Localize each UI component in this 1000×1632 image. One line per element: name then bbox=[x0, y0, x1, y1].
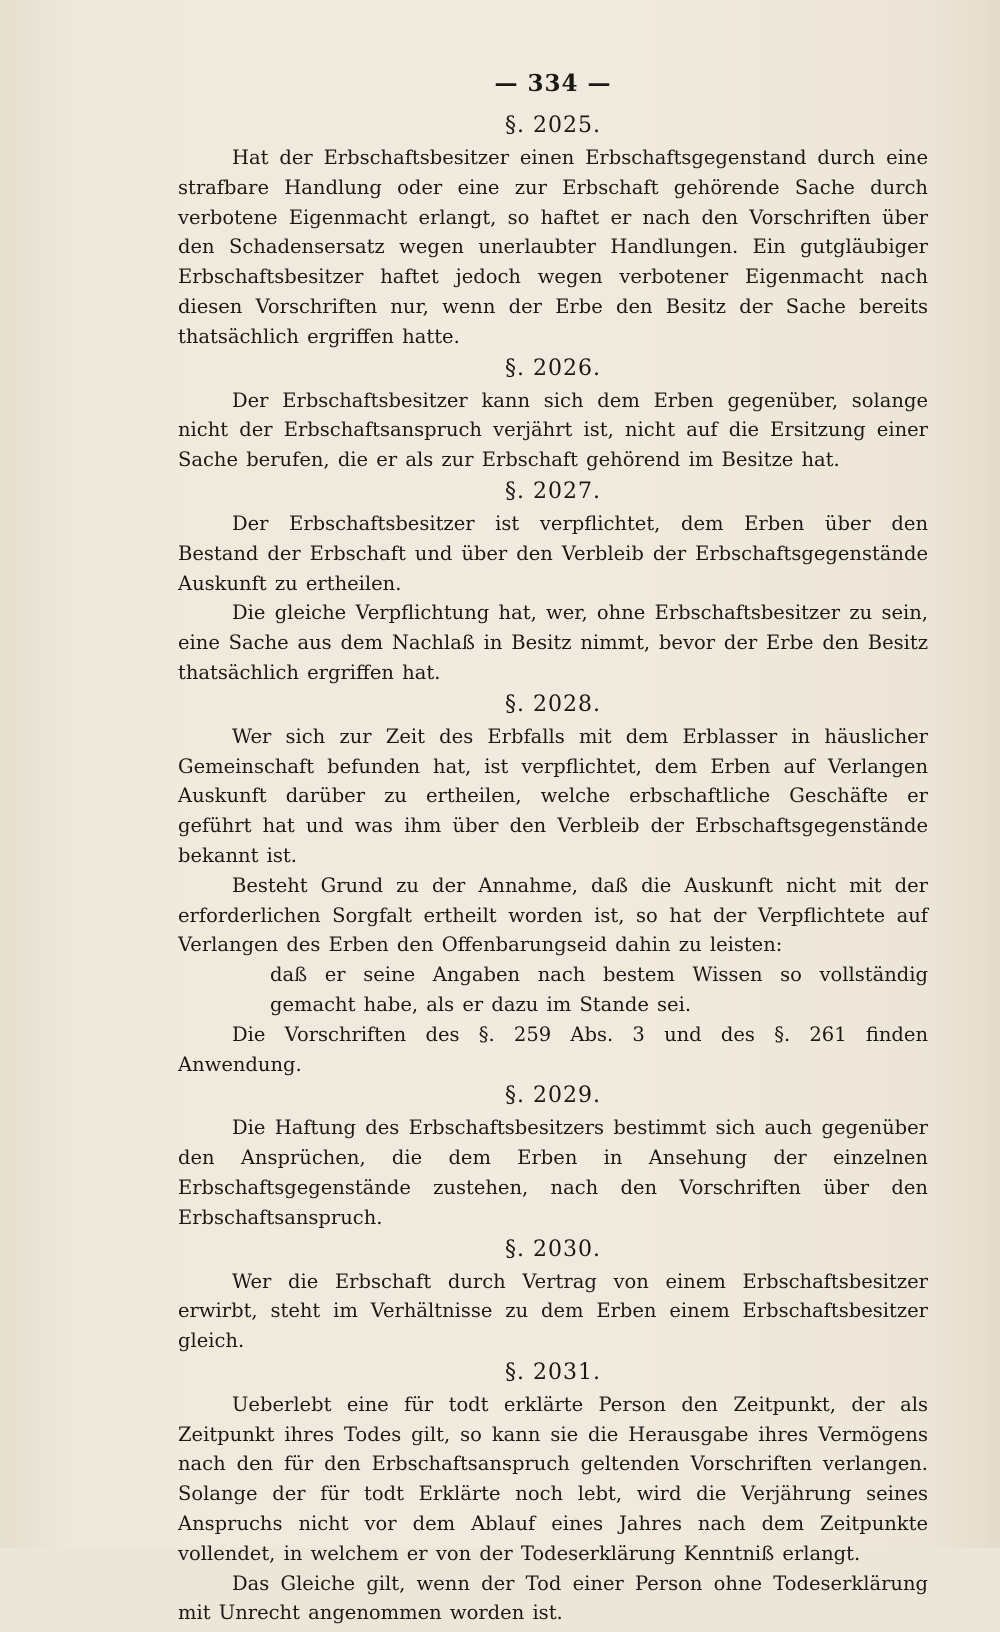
paragraph: Die Vorschriften des §. 259 Abs. 3 und des §. 261 finden Anwendung. bbox=[178, 1022, 928, 1076]
section-heading: §. 2027. bbox=[505, 478, 601, 504]
section-2026 bbox=[178, 356, 928, 475]
section-2029 bbox=[178, 1083, 928, 1232]
section-heading: §. 2031. bbox=[505, 1359, 601, 1385]
page-number: — 334 — bbox=[494, 70, 612, 97]
paragraph: Wer die Erbschaft durch Vertrag von einem Erbschaftsbesitzer erwirbt, steht im Verhältnisse zu dem Erben einem Erbschaftsbesitzer gleich. bbox=[178, 1269, 928, 1353]
section-2027 bbox=[178, 479, 928, 688]
section-heading: §. 2028. bbox=[505, 691, 601, 717]
section-2030 bbox=[178, 1237, 928, 1356]
section-2025 bbox=[178, 113, 928, 352]
oath-quote: daß er seine Angaben nach bestem Wissen so vollständig gemacht habe, als er dazu im Stande sei. bbox=[270, 963, 928, 1016]
paragraph: Der Erbschaftsbesitzer kann sich dem Erben gegenüber, solange nicht der Erbschaftsanspruch verjährt ist, nicht auf die Ersitzung einer Sache berufen, die er als zur Erbschaft gehörend im Besitze hat. bbox=[178, 388, 928, 472]
section-heading: §. 2025. bbox=[505, 113, 601, 138]
paragraph: Ueberlebt eine für todt erklärte Person den Zeitpunkt, der als Zeitpunkt ihres Todes gilt, so kann sie die Herausgabe ihres Vermögens nach den für den Erbschaftsanspruch geltenden Vorschriften verlangen. Solange der für todt Erklärte noch lebt, wird die Verjährung seines Anspruchs nicht vor dem Ablauf eines Jahres nach dem Zeitpunkte vollendet, in welchem er von der Todeserklärung Kenntniß erlangt. bbox=[178, 1392, 928, 1565]
page-content bbox=[178, 70, 928, 1632]
section-2028 bbox=[178, 692, 928, 1080]
paragraph: Wer sich zur Zeit des Erbfalls mit dem Erblasser in häuslicher Gemeinschaft befunden hat, ist verpflichtet, dem Erben auf Verlangen Auskunft darüber zu ertheilen, welche erbschaftliche Geschäfte er geführt hat und was ihm über den Verbleib der Erbschaftsgegenstände bekannt ist. bbox=[178, 724, 928, 867]
paragraph: Die Haftung des Erbschaftsbesitzers bestimmt sich auch gegenüber den Ansprüchen, die dem Erben in Ansehung der einzelnen Erbschaftsgegenstände zustehen, nach den Vorschriften über den Erbschaftsanspruch. bbox=[178, 1116, 928, 1229]
paragraph: Das Gleiche gilt, wenn der Tod einer Person ohne Todeserklärung mit Unrecht angenommen worden ist. bbox=[178, 1571, 928, 1625]
paragraph: Der Erbschaftsbesitzer ist verpflichtet, dem Erben über den Bestand der Erbschaft und über den Verbleib der Erbschaftsgegenstände Auskunft zu ertheilen. bbox=[178, 511, 928, 595]
paragraph: Die gleiche Verpflichtung hat, wer, ohne Erbschaftsbesitzer zu sein, eine Sache aus dem Nachlaß in Besitz nimmt, bevor der Erbe den Besitz thatsächlich ergriffen hat. bbox=[178, 601, 928, 684]
section-2031 bbox=[178, 1360, 928, 1628]
paragraph: Besteht Grund zu der Annahme, daß die Auskunft nicht mit der erforderlichen Sorgfalt ertheilt worden ist, so hat der Verpflichtete auf Verlangen des Erben den Offenbarungseid dahin zu leisten: bbox=[178, 873, 928, 957]
section-heading: §. 2029. bbox=[505, 1083, 601, 1109]
section-heading: §. 2026. bbox=[505, 355, 601, 381]
paragraph: Hat der Erbschaftsbesitzer einen Erbschaftsgegenstand durch eine strafbare Handlung oder eine zur Erbschaft gehörende Sache durch verbotene Eigenmacht erlangt, so haftet er nach den Vorschriften über den Schadensersatz wegen unerlaubter Handlungen. Ein gutgläubiger Erbschaftsbesitzer haftet jedoch wegen verbotener Eigenmacht nach diesen Vorschriften nur, wenn der Erbe den Besitz der Sache bereits thatsächlich ergriffen hatte. bbox=[178, 146, 928, 348]
section-heading: §. 2030. bbox=[505, 1236, 601, 1262]
